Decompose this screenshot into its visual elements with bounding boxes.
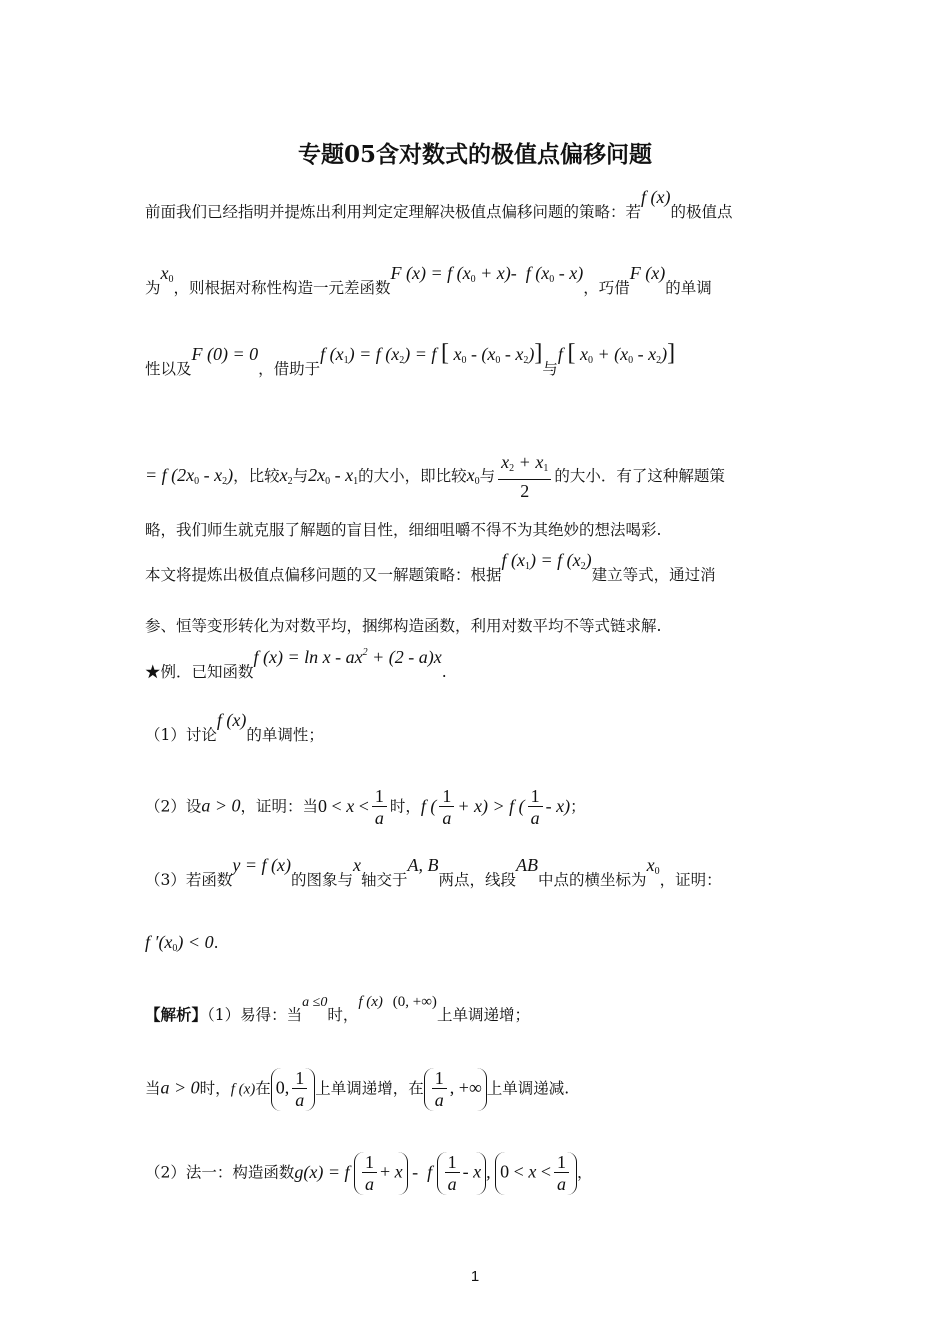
solution-line-1 [145, 994, 810, 1025]
text: . [213, 934, 219, 952]
text: 时， [327, 1006, 359, 1024]
intro-text: 前面我们已经指明并提炼出利用判定定理解决极值点偏移问题的策略：若 [145, 203, 642, 221]
text: 与 [542, 360, 558, 378]
intro-text: 的极值点 [670, 203, 733, 221]
text: （3）若函数 [145, 871, 233, 889]
math-f-2x0: = f $(2x_0 - x_2)$ [145, 465, 234, 487]
text: 时， [199, 1079, 231, 1098]
math-x2: $x_2$ [279, 465, 293, 487]
math-fx1-eq: f $(x_1) = f$ $(x_2) = f$ [ $x_0 - (x_0 - x_2)$] [320, 340, 543, 366]
math-g-function: g(x) = f $\frac{1}{a}$ + x - f $\frac{1}{a}$ - x , 0 < x < $\frac{1}{a}$ [294, 1162, 577, 1182]
text: 与 [479, 467, 496, 485]
text: （2）法一：构造函数 [145, 1163, 295, 1182]
example-label: ★例．已知函数 [145, 663, 254, 681]
example-line [145, 647, 810, 682]
math-a-pos: a > 0 [201, 795, 241, 816]
math-fx: f (x) [216, 710, 247, 730]
text: 为 [145, 279, 161, 297]
solution-line-3 [145, 1152, 810, 1195]
intro-line-1 [145, 187, 810, 222]
math-AB-points: A, B [407, 855, 439, 875]
text: 的大小．有了这种解题策 [554, 467, 725, 485]
math-fx: f (x) [358, 994, 383, 1010]
text: ； [570, 797, 586, 816]
text: . [441, 663, 447, 681]
solution-label: 【解析】 [145, 1005, 208, 1024]
text: （1）讨论 [145, 726, 217, 744]
math-derivative-neg: f $'(x_0) < 0$ [145, 932, 214, 954]
math-2x0-x1: $2x_0 - x_1$ [308, 465, 359, 487]
text: ，巧借 [583, 279, 630, 297]
text: 的单调性； [246, 726, 324, 744]
text: 上单调递减. [486, 1079, 570, 1098]
math-diff-function: F (x) = f $(x_0 + x)-$ f $(x_0 - x)$ [390, 263, 584, 285]
text: 轴交于 [361, 871, 408, 889]
text: ，证明：当 [240, 797, 319, 816]
math-Fx: F (x) [629, 263, 666, 283]
text: 两点，线段 [438, 871, 517, 889]
text: 上单调递增； [436, 1006, 530, 1024]
question-2 [145, 786, 810, 829]
strategy-line-2: 参、恒等变形转化为对数平均，捆绑构造函数，利用对数平均不等式链求解. [145, 617, 662, 635]
text: ，比较 [233, 467, 280, 485]
intro-line-4 [145, 452, 810, 502]
text: 当 [145, 1079, 161, 1098]
math-interval-pos: (0, +∞) [392, 994, 437, 1010]
text: （1）易得：当 [207, 1006, 303, 1024]
text: ， [576, 1163, 593, 1182]
strategy-line-1 [145, 550, 810, 586]
text: 在 [255, 1079, 271, 1098]
text: 建立等式，通过消 [591, 566, 716, 584]
question-3 [145, 855, 810, 891]
text: 的单调 [665, 279, 712, 297]
math-f-bracket: f [ $x_0 + (x_0 - x_2)$] [557, 340, 676, 366]
math-interval: 0 < x < $\frac{1}{a}$ [318, 796, 390, 816]
text: 时， [389, 797, 421, 816]
math-fx1-fx2: f $(x_1) = f$ $(x_2)$ [501, 550, 592, 572]
math-fx: f (x) [230, 1081, 256, 1098]
text: 的大小，即比较 [358, 467, 467, 485]
text: ，证明： [659, 871, 722, 889]
question-1 [145, 710, 810, 745]
text: ，则根据对称性构造一元差函数 [173, 279, 391, 297]
math-y-fx: y = f (x) [232, 855, 291, 875]
math-interval-0-1a: 0, $\frac{1}{a}$ [271, 1068, 316, 1111]
text: ，借助于 [258, 360, 321, 378]
text: 与 [292, 467, 309, 485]
text: 本文将提炼出极值点偏移问题的又一解题策略：根据 [145, 566, 502, 584]
solution-line-2 [145, 1068, 810, 1111]
math-x0: $x_0$ [466, 465, 480, 487]
intro-line-5: 略，我们师生就克服了解题的盲目性，细细咀嚼不得不为其绝妙的想法喝彩. [145, 521, 662, 539]
math-fraction-mid: $\frac{x_2 + x_1}{2}$ [498, 452, 551, 502]
text: （2）设 [145, 797, 202, 816]
page-number: 1 [470, 1268, 480, 1285]
intro-line-2 [145, 263, 810, 299]
math-x0: $x_0$ [646, 855, 660, 877]
page-title: 专题05含对数式的极值点偏移问题 [297, 141, 652, 168]
math-fx: f (x) [641, 187, 671, 207]
question-3-conclusion [145, 932, 810, 954]
math-inequality: f ( $\frac{1}{a}$ + x) > f ( $\frac{1}{a}$ - x) [420, 786, 571, 828]
math-interval-1a-inf: $\frac{1}{a}$ , +∞ [424, 1068, 487, 1111]
math-function-def: f $(x) = \ln x - ax^2 + (2 - a)x$ [253, 647, 442, 667]
math-x-axis: x [353, 855, 362, 875]
text: 的图象与 [291, 871, 354, 889]
math-a-nonpos: a ≤0 [302, 995, 328, 1010]
text: 上单调递增，在 [315, 1079, 424, 1098]
math-a-pos: a > 0 [160, 1077, 200, 1098]
text: 性以及 [145, 360, 192, 378]
math-x0: $x_0$ [160, 263, 174, 285]
intro-line-3 [145, 340, 810, 381]
math-F0: F (0) = 0 [191, 344, 259, 364]
text: 中点的横坐标为 [538, 871, 647, 889]
math-AB: AB [516, 855, 539, 875]
